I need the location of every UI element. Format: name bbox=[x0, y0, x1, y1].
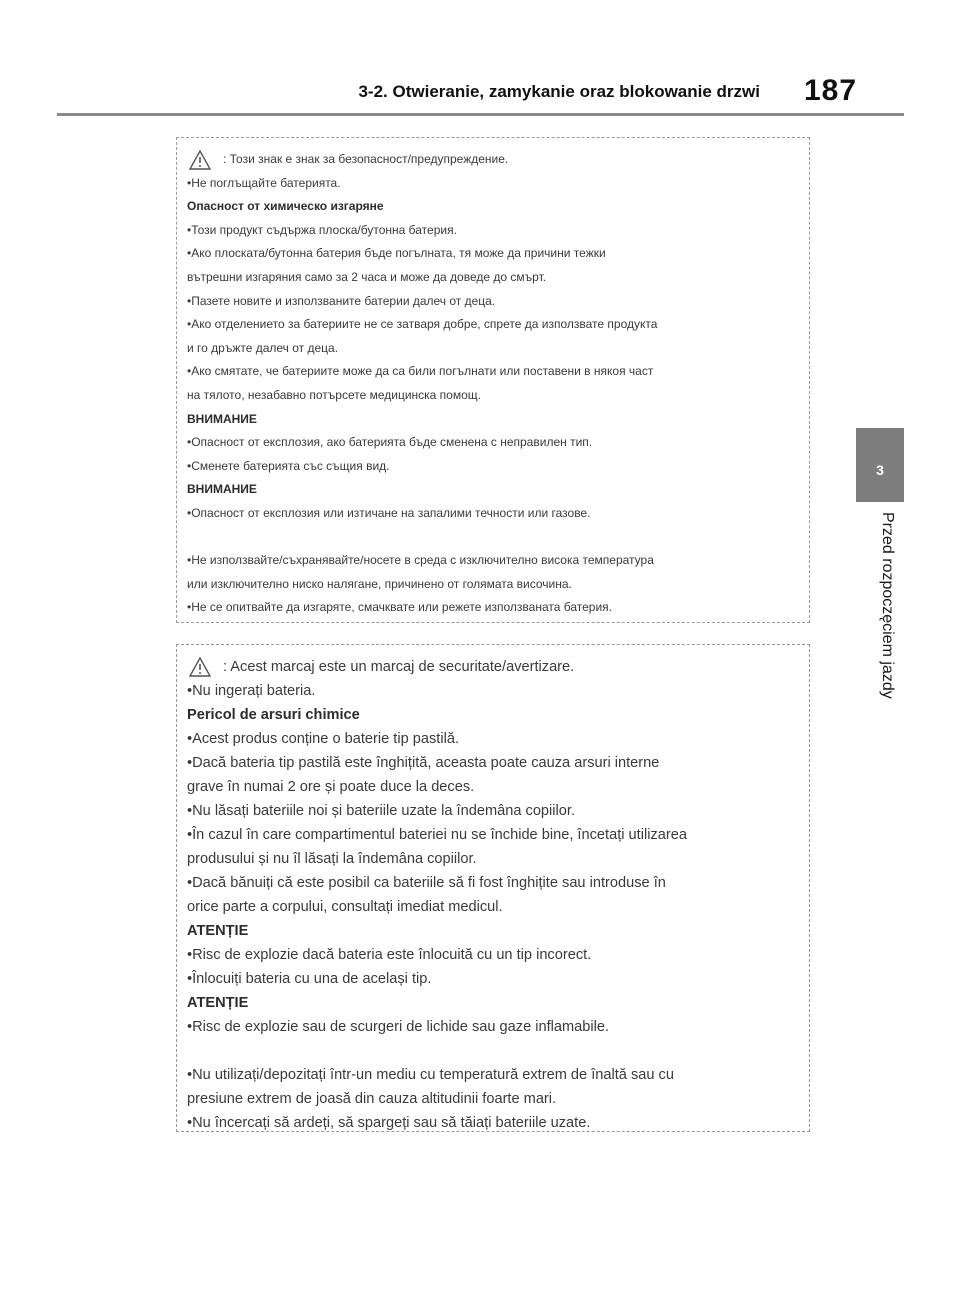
chapter-label: Przed rozpoczęciem jazdy bbox=[879, 512, 896, 699]
notice-line: grave în numai 2 ore și poate duce la deces. bbox=[187, 779, 475, 795]
notice-line: •Опасност от експлозия, ако батерията бъде сменена с неправилен тип. bbox=[187, 435, 593, 450]
notice-line: или изключително ниско налягане, причинено от голямата височина. bbox=[187, 576, 572, 591]
notice-heading: ATENȚIE bbox=[187, 995, 249, 1011]
notice-text: : Acest marcaj este un marcaj de securitate/avertizare. bbox=[223, 659, 575, 675]
notice-line: •Nu ingerați bateria. bbox=[187, 683, 316, 699]
notice-line: presiune extrem de joasă din cauza altitudinii foarte mari. bbox=[187, 1091, 557, 1107]
notice-line: •Опасност от експлозия или изтичане на запалими течности или газове. bbox=[187, 505, 591, 520]
warning-notice-bulgarian bbox=[176, 137, 810, 623]
notice-line: •Înlocuiți bateria cu una de același tip. bbox=[187, 971, 432, 987]
notice-spacer bbox=[187, 1039, 801, 1063]
notice-line bbox=[187, 138, 801, 172]
notice-line: produsului și nu îl lăsați la îndemâna copiilor. bbox=[187, 851, 477, 867]
notice-line: •Nu lăsați bateriile noi și bateriile uzate la îndemâna copiilor. bbox=[187, 803, 576, 819]
notice-line: •Dacă bateria tip pastilă este înghițită, aceasta poate cauza arsuri interne bbox=[187, 755, 660, 771]
notice-line: •Ако плоската/бутонна батерия бъде погълната, тя може да причини тежки bbox=[187, 246, 606, 261]
notice-line: •Nu încercați să ardeți, să spargeți sau să tăiați bateriile uzate. bbox=[187, 1115, 591, 1131]
notice-heading: ATENȚIE bbox=[187, 923, 249, 939]
notice-line: •Ако отделението за батериите не се затваря добре, спрете да използвате продукта bbox=[187, 317, 658, 332]
warning-triangle-icon bbox=[189, 150, 211, 170]
notice-line: •Ако смятате, че батериите може да са били погълнати или поставени в някоя част bbox=[187, 364, 654, 379]
notice-line: на тялото, незабавно потърсете медицинска помощ. bbox=[187, 387, 481, 402]
notice-line: •Dacă bănuiți că este posibil ca bateriile să fi fost înghițite sau introduse în bbox=[187, 875, 666, 891]
chapter-number: 3 bbox=[876, 462, 884, 478]
notice-line: •Този продукт съдържа плоска/бутонна батерия. bbox=[187, 222, 457, 237]
page-section-title: 3-2. Otwieranie, zamykanie oraz blokowanie drzwi bbox=[358, 82, 760, 101]
page-number: 187 bbox=[804, 74, 858, 107]
notice-line: •Nu utilizați/depozitați într-un mediu cu temperatură extrem de înaltă sau cu bbox=[187, 1067, 674, 1083]
notice-line: •Risc de explozie sau de scurgeri de lichide sau gaze inflamabile. bbox=[187, 1019, 610, 1035]
header-divider bbox=[57, 113, 904, 116]
notice-line: •Пазете новите и използваните батерии далеч от деца. bbox=[187, 293, 496, 308]
notice-heading: ВНИМАНИЕ bbox=[187, 482, 257, 497]
warning-notice-romanian bbox=[176, 644, 810, 1132]
warning-triangle-icon bbox=[189, 657, 211, 677]
notice-line: •Risc de explozie dacă bateria este înlocuită cu un tip incorect. bbox=[187, 947, 592, 963]
notice-line: orice parte a corpului, consultați imediat medicul. bbox=[187, 899, 503, 915]
notice-line: •Не се опитвайте да изгаряте, смачквате или режете използваната батерия. bbox=[187, 600, 612, 615]
notice-line: •În cazul în care compartimentul bateriei nu se închide bine, încetați utilizarea bbox=[187, 827, 687, 843]
notice-line: •Сменете батерията със същия вид. bbox=[187, 458, 390, 473]
chapter-tab bbox=[856, 428, 904, 502]
notice-heading: ВНИМАНИЕ bbox=[187, 411, 257, 426]
notice-spacer bbox=[187, 526, 801, 550]
notice-line: вътрешни изгаряния само за 2 часа и може да доведе до смърт. bbox=[187, 269, 547, 284]
notice-text: : Този знак е знак за безопасност/предупреждение. bbox=[223, 152, 509, 166]
notice-line: •Не използвайте/съхранявайте/носете в среда с изключително висока температура bbox=[187, 553, 654, 568]
notice-heading: Pericol de arsuri chimice bbox=[187, 707, 360, 723]
notice-heading: Опасност от химическо изгаряне bbox=[187, 199, 384, 214]
notice-line: •Не поглъщайте батерията. bbox=[187, 175, 341, 190]
notice-line: •Acest produs conține o baterie tip pastilă. bbox=[187, 731, 460, 747]
notice-line bbox=[187, 645, 801, 679]
notice-line: и го дръжте далеч от деца. bbox=[187, 340, 339, 355]
